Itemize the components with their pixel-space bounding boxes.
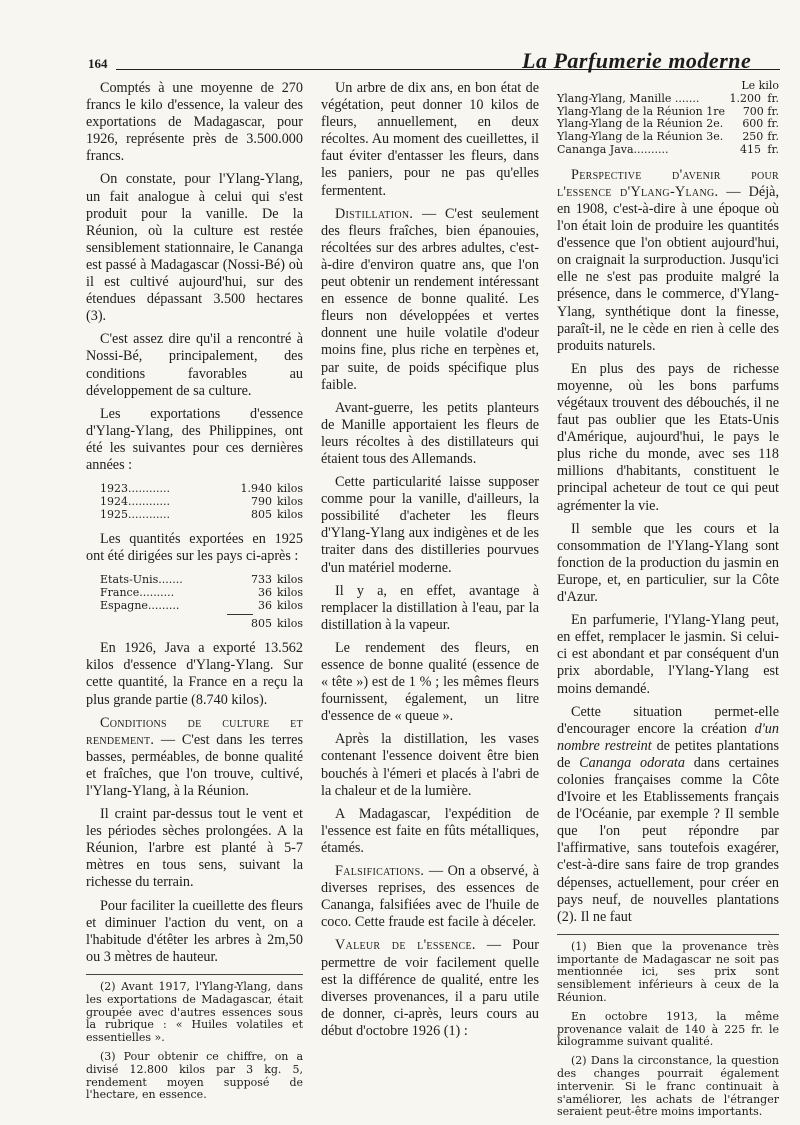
column-right [557,80,779,1125]
paragraph: Cette particularité laisse supposer comme pour la vanille, d'ailleurs, la possibilité d'acheter les fleurs d'Ylang-Ylang aux indigènes et de les traiter dans des distilleries pourvues d'un matériel moderne. [321,474,539,576]
paragraph: Un arbre de dix ans, en bon état de végétation, peut donner 10 kilos de fleurs, annuellement, en deux récoltes. Au moment des cueillettes, il faut éviter d'entasser les fleurs, dans les paniers, pour ne pas qu'elles fermentent. [321,80,539,199]
table-row: Ylang-Ylang de la Réunion 2e. 600 fr. [557,117,779,131]
price-column-header: Le kilo [741,79,779,92]
paragraph: Perspective d'avenir pour l'essence d'Ylang-Ylang. — Déjà, en 1908, c'est-à-dire à une époque où l'on était loin de produire les quantités d'essence que l'on obtient aujourd'hui, on craignait la surproduction. Jusqu'ici elle ne s'est pas produite malgré la présence, dans le commerce, d'Ylang-Ylang, synthétique dont la finesse, paraît-il, ne le cède en rien à celle des produits naturels. [557,166,779,354]
paragraph: Les exportations d'essence d'Ylang-Ylang, des Philippines, ont été les suivantes pour ces dernières années : [86,405,303,473]
table-row: Ylang-Ylang de la Réunion 1re 700 fr. [557,104,779,118]
section-heading: Perspective d'avenir pour l'essence d'Ylang-Ylang. [557,166,779,200]
footnote: (2) Dans la circonstance, la question des changes pourrait également intervenir. Si le franc continuait à s'améliorer, les achats de l'étranger seraient peut-être moins importants. [557,1054,779,1119]
table-row: 1924............ 790 kilos [100,495,303,509]
table-row: 1925............ 805 kilos [100,508,303,522]
footnote: (1) Bien que la provenance très importante de Madagascar ne soit pas mentionnée ici, ses prix sont sensiblement inférieurs à ceux de la Réunion. [557,939,779,1004]
table-row: France.......... 36 kilos [100,586,303,600]
footnote: (2) Avant 1917, l'Ylang-Ylang, dans les exportations de Madagascar, était groupée avec d'autres essences sous la rubrique : « Huiles volatiles et essentielles ». [86,979,303,1045]
section-heading: Valeur de l'essence. [335,937,476,954]
countries-exports-table [100,573,303,630]
paragraph: Avant-guerre, les petits planteurs de Manille apportaient les fleurs de leurs récoltes à des distillateurs qui étaient tous des Allemands. [321,399,539,467]
footnote: En octobre 1913, la même provenance valait de 140 à 225 fr. le kilogramme suivant qualité. [557,1009,779,1049]
total-rule [227,614,253,615]
table-row: 1923............ 1.940 kilos [100,482,303,496]
table-row: Ylang-Ylang de la Réunion 3e. 250 fr. [557,130,779,144]
paragraph: Cette situation permet-elle d'encourager encore la création d'un nombre restreint de petites plantations de Cananga odorata dans certaines colonies françaises comme la Côte d'Ivoire et les Etablissements français de l'Océanie, par exemple ? Il semble que l'on peut répondre par l'affirmative, sans toutefois exagérer, c'est-à-dire sans faire de trop grandes dépenses, actuellement, pour créer en pays neuf, de nouvelles plantations (2). Il ne faut [557,703,780,925]
paragraph: Il y a, en effet, avantage à remplacer la distillation à l'eau, par la distillation à la vapeur. [321,582,539,633]
essence-prices-table [557,80,779,157]
paragraph: Conditions de culture et rendement. — C'est dans les terres basses, perméables, de bonne qualité et fraîches, que l'on trouve, cultivé, l'Ylang-Ylang, à la Réunion. [86,714,303,799]
paragraph: En plus des pays de richesse moyenne, où les bons parfums végétaux trouvent des débouchés, il ne faut pas oublier que les Etats-Unis d'Amérique, aujourd'hui, le pays le plus riche du monde, avec ses 118 millions d'habitants, constituent le principal acheteur de tout ce qui peut agrémenter la vie. [557,360,779,514]
philippines-exports-table [100,482,303,521]
paragraph: Il craint par-dessus tout le vent et les périodes sèches prolongées. A la Réunion, l'arbre est planté à 5-7 mètres en tous sens, suivant la richesse du terrain. [86,806,303,891]
paragraph: Il semble que les cours et la consommation de l'Ylang-Ylang sont fonction de la production du jasmin en Europe, et, en particulier, sur la Côte d'Azur. [557,520,779,606]
emphasis: Cananga odorata [579,754,685,771]
page-number: 164 [88,56,108,71]
paragraph: A Madagascar, l'expédition de l'essence est faite en fûts métalliques, étamés. [321,805,539,856]
footnote-rule [557,934,779,935]
section-heading: Conditions de culture et rendement. [86,714,303,748]
paragraph: En parfumerie, l'Ylang-Ylang peut, en effet, remplacer le jasmin. Si celui-ci est abondant et par conséquent d'un prix abordable, l'Ylang-Ylang est moins demandé. [557,612,779,697]
journal-masthead: La Parfumerie moderne [522,48,752,73]
footnote-rule [86,974,303,975]
paragraph: Pour faciliter la cueillette des fleurs et diminuer l'action du vent, on a l'habitude d'étêter les arbres à 2m,50 ou 3 mètres de hauteur. [86,897,303,965]
table-row: Etats-Unis....... 733 kilos [100,573,303,587]
paragraph: Falsifications. — On a observé, à diverses reprises, des essences de Cananga, falsifiées avec de l'huile de coco. Cette fraude est facile à déceler. [321,863,539,931]
footnote: (3) Pour obtenir ce chiffre, on a divisé 12.800 kilos par 3 kg. 5, rendement moyen supposé de l'hectare, en essence. [86,1049,303,1102]
paragraph: Le rendement des fleurs, en essence de bonne qualité (essence de « tête ») est de 1 % ; les mêmes fleurs fournissent, également, un litre d'essence de « queue ». [321,639,539,725]
paragraph: Comptés à une moyenne de 270 francs le kilo d'essence, la valeur des exportations de Madagascar, pour 1926, représente près de 3.500.000 francs. [86,80,303,165]
paragraph: Valeur de l'essence. — Pour permettre de voir facilement quelle est la différence de qualité, entre les diverses provenances, il a paru utile de donner, ci-après, leurs cours au début d'octobre 1926 (1) : [321,937,539,1039]
table-total-row: 805 kilos [251,617,303,631]
section-heading: Falsifications. [335,863,425,880]
section-heading: Distillation. [335,205,414,222]
paragraph: On constate, pour l'Ylang-Ylang, un fait analogue à celui qui s'est produit pour la vanille. De la Réunion, où la culture est restée sensiblement stationnaire, le Cananga est passé à Madagascar (Nossi-Bé) où il est cultivé aujourd'hui, sur des étendues dépassant 3.500 hectares (3). [86,171,303,325]
table-row: Ylang-Ylang, Manille ....... 1.200 fr. [557,91,779,105]
page-header [0,0,800,80]
table-row: Cananga Java.......... 415 fr. [557,142,779,156]
paragraph: Après la distillation, les vases contenant l'essence doivent être bien bouchés à l'émeri et placés à l'abri de la chaleur et de la lumière. [321,731,539,799]
column-left [86,80,303,1108]
column-middle [321,80,539,1046]
table-row: Espagne......... 36 kilos [100,599,303,613]
emphasis: d'un nombre restreint [557,720,779,754]
paragraph: Distillation. — C'est seulement des fleurs fraîches, bien épanouies, récoltées sur des arbres adultes, c'est-à-dire d'environ quatre ans, que l'on peut obtenir un rendement intéressant en essence de bonne qualité. Les fleurs non développées et vertes donnent une huile volatile d'odeur moins fine, plus riche en terpènes et, par suite, de poids spécifique plus faible. [321,205,539,393]
paragraph: En 1926, Java a exporté 13.562 kilos d'essence d'Ylang-Ylang. Sur cette quantité, la France en a reçu la plus grande partie (8.740 kilos). [86,640,303,708]
paragraph: Les quantités exportées en 1925 ont été dirigées sur les pays ci-après : [86,531,303,565]
paragraph: C'est assez dire qu'il a rencontré à Nossi-Bé, principalement, des conditions favorables au développement de sa culture. [86,331,303,399]
